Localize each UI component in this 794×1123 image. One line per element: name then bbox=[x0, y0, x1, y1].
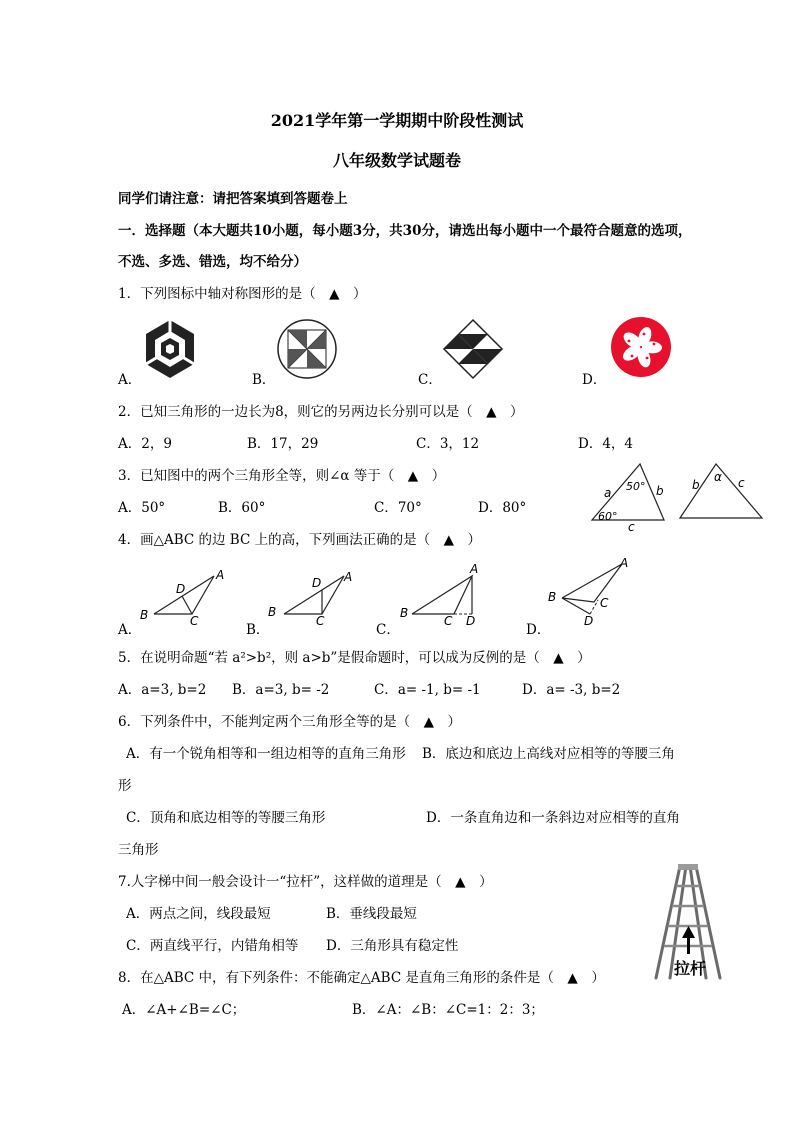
q4d-point-c: C bbox=[600, 596, 609, 610]
q4-option-d: D． bbox=[526, 622, 551, 638]
q1-option-a: A． bbox=[118, 372, 142, 388]
q6-option-d: D．一条直角边和一条斜边对应相等的直角 bbox=[426, 810, 680, 826]
q4-figure-c bbox=[410, 574, 480, 618]
q3-option-b: B．60° bbox=[218, 500, 266, 516]
q5-option-d: D．a= -3, b=2 bbox=[522, 682, 621, 698]
question-3-stem: 3．已知图中的两个三角形全等，则∠α 等于（ ▲ ） bbox=[118, 468, 446, 484]
diamond-bowtie-icon bbox=[442, 318, 504, 380]
q6-option-b: B．底边和底边上高线对应相等的等腰三角 bbox=[422, 746, 675, 762]
q4c-point-a: A bbox=[470, 562, 479, 576]
q7-option-b: B．垂线段最短 bbox=[326, 906, 417, 922]
q8-option-b: B．∠A：∠B：∠C=1：2：3； bbox=[352, 1002, 544, 1018]
q3-option-d: D．80° bbox=[478, 500, 527, 516]
q3-option-c: C．70° bbox=[374, 500, 422, 516]
q4-option-b: B． bbox=[246, 622, 270, 638]
page-title: 2021学年第一学期期中阶段性测试 bbox=[270, 111, 524, 130]
q5-option-a: A．a=3, b=2 bbox=[118, 682, 207, 698]
q3-label-c2: c bbox=[738, 476, 745, 490]
question-4-stem: 4．画△ABC 的边 BC 上的高，下列画法正确的是（ ▲ ） bbox=[118, 532, 481, 548]
q3-label-b2: b bbox=[692, 478, 700, 492]
question-1-stem: 1．下列图标中轴对称图形的是（ ▲ ） bbox=[118, 286, 367, 302]
q4d-point-d: D bbox=[584, 614, 594, 628]
q4-option-c: C． bbox=[376, 622, 400, 638]
q3-label-angle60: 60° bbox=[598, 510, 618, 523]
q4a-point-a: A bbox=[216, 568, 225, 582]
question-2-stem: 2．已知三角形的一边长为8，则它的另两边长分别可以是（ ▲ ） bbox=[118, 404, 524, 420]
q1-option-c: C． bbox=[418, 372, 442, 388]
q4a-point-c: C bbox=[190, 614, 199, 628]
question-6-stem: 6．下列条件中，不能判定两个三角形全等的是（ ▲ ） bbox=[118, 714, 461, 730]
question-8-stem: 8．在△ABC 中，有下列条件：不能确定△ABC 是直角三角形的条件是（ ▲ ） bbox=[118, 970, 605, 986]
q3-label-c: c bbox=[628, 520, 635, 534]
section-heading-cont: 不选、多选、错选，均不给分） bbox=[118, 254, 307, 270]
q4-figure-d bbox=[558, 562, 628, 620]
q2-option-c: C．3，12 bbox=[416, 436, 480, 452]
q2-option-a: A．2，9 bbox=[118, 436, 172, 452]
bauhinia-flag-icon bbox=[610, 316, 672, 378]
q4d-point-a: A bbox=[620, 556, 629, 570]
q6-option-d-cont: 三角形 bbox=[118, 842, 159, 858]
q4b-point-b: B bbox=[268, 605, 277, 619]
q2-option-b: B．17，29 bbox=[247, 436, 319, 452]
section-heading: 一．选择题（本大题共10小题，每小题3分，共30分，请选出每小题中一个最符合题意的选项， bbox=[118, 223, 692, 239]
ladder-label: 拉杆 bbox=[674, 959, 707, 978]
q5-option-c: C．a= -1, b= -1 bbox=[374, 682, 481, 698]
q4-option-a: A． bbox=[118, 622, 142, 638]
q3-label-angle50: 50° bbox=[626, 480, 646, 493]
q7-option-d: D．三角形具有稳定性 bbox=[326, 938, 459, 954]
q7-option-c: C．两直线平行，内错角相等 bbox=[126, 938, 299, 954]
q4c-point-b: B bbox=[400, 606, 409, 620]
q1-option-b: B． bbox=[252, 372, 276, 388]
q4a-point-d: D bbox=[176, 582, 186, 596]
q4a-point-b: B bbox=[140, 608, 149, 622]
q3-label-alpha: α bbox=[714, 470, 722, 484]
q2-option-d: D．4，4 bbox=[578, 436, 634, 452]
q6-option-a: A．有一个锐角相等和一组边相等的直角三角形 bbox=[126, 746, 406, 762]
q7-option-a: A．两点之间，线段最短 bbox=[126, 906, 271, 922]
pinwheel-circle-icon bbox=[276, 318, 338, 380]
q4b-point-c: C bbox=[316, 614, 325, 628]
q4c-point-c: C bbox=[444, 614, 453, 628]
q5-option-b: B．a=3, b= -2 bbox=[232, 682, 330, 698]
hexagon-knot-icon bbox=[140, 318, 200, 380]
page-subtitle: 八年级数学试题卷 bbox=[332, 151, 461, 170]
exam-notice: 同学们请注意：请把答案填到答题卷上 bbox=[118, 191, 348, 207]
q1-option-d: D． bbox=[582, 372, 607, 388]
question-7-stem: 7.人字梯中间一般会设计一“拉杆”，这样做的道理是（ ▲ ） bbox=[118, 874, 493, 890]
q6-option-b-cont: 形 bbox=[118, 778, 132, 794]
q4c-point-d: D bbox=[466, 614, 476, 628]
q4b-point-d: D bbox=[312, 576, 322, 590]
q6-option-c: C．顶角和底边相等的等腰三角形 bbox=[126, 810, 326, 826]
q4b-point-a: A bbox=[344, 570, 353, 584]
q4d-point-b: B bbox=[548, 590, 557, 604]
q8-option-a: A．∠A+∠B=∠C； bbox=[122, 1002, 246, 1018]
q3-label-b: b bbox=[656, 484, 664, 498]
q3-option-a: A．50° bbox=[118, 500, 166, 516]
question-5-stem: 5．在说明命题“若 a²>b²，则 a>b”是假命题时，可以成为反例的是（ ▲ ） bbox=[118, 650, 591, 666]
q3-label-a: a bbox=[604, 486, 612, 500]
